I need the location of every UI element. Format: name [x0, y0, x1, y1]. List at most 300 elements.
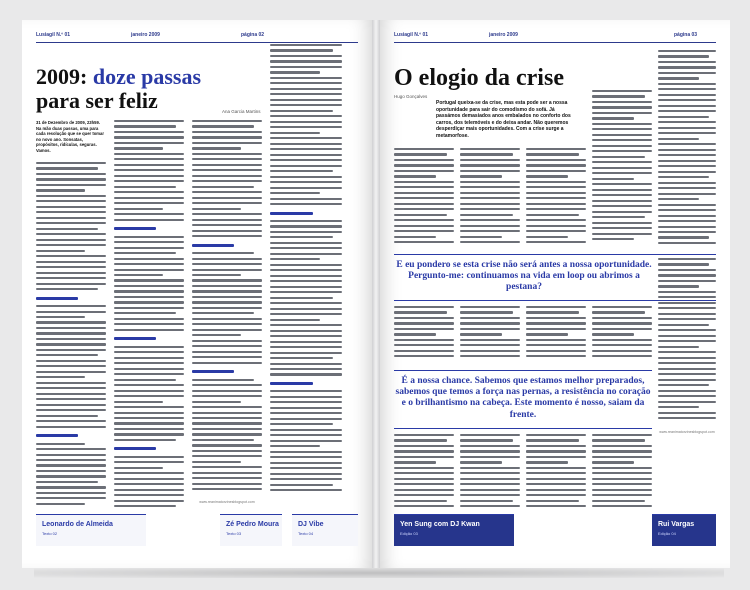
- text-line: [658, 83, 716, 85]
- text-line: [526, 344, 586, 346]
- text-line: [658, 226, 716, 228]
- text-column-3: [192, 120, 262, 495]
- text-line: [460, 192, 520, 194]
- text-line: [36, 272, 106, 274]
- text-line: [592, 150, 652, 152]
- text-line: [592, 317, 652, 319]
- text-line: [270, 60, 342, 62]
- section-subhead: [270, 382, 313, 385]
- text-line: [658, 296, 716, 298]
- text-line: [460, 148, 520, 150]
- text-line: [114, 505, 176, 507]
- text-line: [192, 472, 262, 474]
- text-line: [592, 167, 652, 169]
- text-column-2: [114, 120, 184, 508]
- text-line: [270, 154, 342, 156]
- text-line: [592, 445, 652, 447]
- text-line: [394, 494, 454, 496]
- text-line: [658, 258, 716, 260]
- text-line: [192, 466, 262, 468]
- text-line: [192, 235, 262, 237]
- text-line: [192, 125, 254, 127]
- text-line: [114, 236, 184, 238]
- text-line: [592, 478, 652, 480]
- text-line: [658, 176, 709, 178]
- text-line: [592, 123, 652, 125]
- text-line: [114, 279, 184, 281]
- text-line: [114, 191, 184, 193]
- text-line: [592, 306, 652, 308]
- text-line: [658, 110, 716, 112]
- article-lead: 31 de Dezembro de 2009, 23h59. Na mão duas passas, uma para cada resolução que se quer tomar no novo ano. Sonsatas, propósitos, ridículas, seguras. Vamos.: [36, 120, 104, 153]
- text-line: [270, 275, 342, 277]
- text-line: [460, 434, 520, 436]
- text-line: [114, 147, 163, 149]
- text-line: [592, 156, 645, 158]
- text-line: [658, 187, 716, 189]
- footer-author-name: DJ Vibe: [298, 521, 324, 528]
- text-line: [460, 317, 520, 319]
- text-line: [270, 373, 342, 375]
- text-line: [114, 301, 184, 303]
- footer-author-2: [220, 514, 282, 546]
- text-line: [460, 328, 520, 330]
- left-page: [22, 20, 372, 568]
- text-line: [36, 371, 106, 373]
- text-line: [114, 439, 176, 441]
- text-line: [592, 339, 652, 341]
- text-line: [394, 461, 436, 463]
- text-line: [192, 401, 241, 403]
- text-line: [460, 483, 520, 485]
- text-line: [114, 252, 176, 254]
- text-line: [270, 352, 342, 354]
- text-line: [460, 472, 520, 474]
- site-url: www.reanimatorzinesblogspot.com: [199, 500, 255, 504]
- text-line: [270, 88, 342, 90]
- text-line: [270, 236, 333, 238]
- text-line: [270, 319, 320, 321]
- text-line: [192, 274, 241, 276]
- text-line: [36, 239, 106, 241]
- text-line: [460, 456, 520, 458]
- text-line: [36, 167, 98, 169]
- text-line: [114, 456, 184, 458]
- text-line: [192, 390, 262, 392]
- footer-author-sub: Texto 02: [42, 531, 58, 536]
- text-line: [192, 362, 262, 364]
- text-line: [270, 335, 342, 337]
- text-line: [592, 183, 652, 185]
- text-line: [526, 197, 586, 199]
- right-page: [380, 20, 730, 568]
- text-line: [270, 445, 320, 447]
- text-line: [526, 489, 586, 491]
- text-line: [36, 316, 85, 318]
- text-line: [526, 434, 586, 436]
- title-year: 2009:: [36, 64, 88, 89]
- text-line: [592, 145, 652, 147]
- article-title-line1: [36, 66, 201, 88]
- text-line: [394, 306, 454, 308]
- right-page-header: [394, 32, 716, 42]
- text-line: [526, 164, 586, 166]
- text-line: [36, 492, 106, 494]
- text-line: [192, 483, 262, 485]
- text-line: [36, 486, 106, 488]
- header-rule: [36, 42, 358, 43]
- text-line: [394, 186, 454, 188]
- text-line: [36, 173, 106, 175]
- text-line: [460, 350, 520, 352]
- text-line: [460, 208, 520, 210]
- text-line: [114, 169, 184, 171]
- text-line: [394, 456, 454, 458]
- text-column-mid-1: [394, 306, 454, 366]
- text-line: [270, 176, 342, 178]
- text-line: [114, 269, 184, 271]
- text-line: [658, 61, 716, 63]
- text-line: [460, 159, 520, 161]
- text-line: [192, 180, 262, 182]
- text-column-top-3: [526, 148, 586, 248]
- text-line: [394, 175, 436, 177]
- text-line: [394, 328, 454, 330]
- text-line: [36, 255, 106, 257]
- text-column-bottom-4: [592, 434, 652, 514]
- text-line: [592, 101, 652, 103]
- text-line: [394, 355, 454, 357]
- text-line: [36, 244, 106, 246]
- text-line: [394, 344, 454, 346]
- text-line: [192, 477, 262, 479]
- text-line: [114, 390, 184, 392]
- text-line: [526, 322, 586, 324]
- text-line: [36, 404, 106, 406]
- text-line: [658, 193, 716, 195]
- article-title-line2: para ser feliz: [36, 88, 158, 113]
- text-line: [270, 121, 342, 123]
- article-title: O elogio da crise: [394, 65, 564, 91]
- text-line: [192, 461, 241, 463]
- text-line: [36, 327, 106, 329]
- text-line: [658, 242, 716, 244]
- text-line: [658, 263, 709, 265]
- text-line: [658, 362, 716, 364]
- text-line: [270, 181, 342, 183]
- text-line: [658, 209, 716, 211]
- text-line: [270, 242, 342, 244]
- text-line: [460, 241, 520, 243]
- pull-quote-2-rule-top: [394, 370, 652, 371]
- text-line: [36, 178, 106, 180]
- text-line: [592, 200, 652, 202]
- text-line: [460, 450, 520, 452]
- text-line: [394, 225, 454, 227]
- text-line: [192, 379, 254, 381]
- header-date: janeiro 2009: [489, 32, 518, 38]
- text-line: [592, 344, 652, 346]
- text-line: [526, 350, 586, 352]
- text-line: [270, 66, 342, 68]
- footer-author-sub: Texto 03: [226, 531, 242, 536]
- text-line: [36, 464, 106, 466]
- text-line: [36, 266, 106, 268]
- text-line: [114, 461, 184, 463]
- text-line: [592, 322, 652, 324]
- text-line: [114, 401, 163, 403]
- text-line: [36, 288, 98, 290]
- text-line: [460, 197, 520, 199]
- text-line: [658, 215, 716, 217]
- text-line: [114, 296, 184, 298]
- text-line: [592, 450, 652, 452]
- text-line: [114, 285, 184, 287]
- text-line: [114, 164, 184, 166]
- text-line: [394, 219, 454, 221]
- text-line: [460, 467, 520, 469]
- text-line: [658, 373, 716, 375]
- text-line: [114, 125, 176, 127]
- text-line: [592, 483, 652, 485]
- text-line: [192, 142, 262, 144]
- text-line: [658, 351, 716, 353]
- text-line: [270, 231, 342, 233]
- text-line: [394, 439, 447, 441]
- text-line: [192, 219, 262, 221]
- text-line: [270, 247, 342, 249]
- text-line: [658, 138, 699, 140]
- text-line: [36, 360, 106, 362]
- text-line: [114, 158, 184, 160]
- text-line: [192, 120, 262, 122]
- text-line: [592, 134, 652, 136]
- text-line: [114, 247, 184, 249]
- text-line: [460, 489, 520, 491]
- text-line: [270, 462, 342, 464]
- text-line: [270, 148, 342, 150]
- text-line: [36, 184, 106, 186]
- header-issue: Lusiagil N.º 01: [36, 32, 71, 38]
- text-line: [192, 258, 262, 260]
- text-line: [192, 208, 241, 210]
- text-line: [114, 428, 184, 430]
- text-line: [394, 450, 454, 452]
- text-line: [192, 175, 262, 177]
- text-line: [36, 283, 106, 285]
- text-column-top-2: [460, 148, 520, 248]
- text-line: [270, 396, 342, 398]
- footer-author-main: Yen Sung: [400, 521, 432, 528]
- text-line: [592, 233, 652, 235]
- text-line: [114, 329, 184, 331]
- text-line: [36, 217, 106, 219]
- text-line: [526, 461, 568, 463]
- text-line: [592, 161, 652, 163]
- text-line: [460, 339, 520, 341]
- text-line: [394, 241, 454, 243]
- pull-quote-2-rule-bottom: [394, 428, 652, 429]
- text-line: [270, 187, 342, 189]
- footer-author-1: [394, 514, 514, 546]
- text-line: [114, 351, 184, 353]
- text-line: [658, 412, 716, 414]
- text-line: [658, 116, 709, 118]
- text-line: [270, 203, 342, 205]
- text-column-mid-2: [460, 306, 520, 366]
- text-line: [36, 162, 106, 164]
- text-line: [394, 322, 454, 324]
- text-line: [270, 280, 342, 282]
- text-line: [270, 473, 342, 475]
- text-line: [526, 181, 586, 183]
- text-line: [592, 467, 652, 469]
- text-line: [192, 191, 262, 193]
- text-line: [270, 313, 342, 315]
- text-line: [114, 120, 184, 122]
- text-line: [270, 423, 333, 425]
- text-line: [592, 311, 645, 313]
- text-line: [658, 401, 716, 403]
- text-line: [270, 110, 333, 112]
- text-line: [192, 444, 262, 446]
- text-line: [526, 148, 586, 150]
- text-column-mid-4: [592, 306, 652, 366]
- text-line: [192, 263, 262, 265]
- text-line: [192, 202, 262, 204]
- text-line: [592, 106, 652, 108]
- text-line: [526, 505, 586, 507]
- text-column-bottom-2: [460, 434, 520, 514]
- text-line: [114, 467, 163, 469]
- pull-quote-1: E eu pondero se esta crise não será antes a nossa oportunidade. Perguntо-me: continuamos na vida em loop ou abrimos a pestana?: [396, 260, 652, 293]
- text-line: [36, 261, 106, 263]
- text-line: [658, 198, 699, 200]
- text-line: [394, 164, 454, 166]
- text-line: [36, 354, 98, 356]
- text-line: [36, 503, 85, 505]
- text-line: [270, 489, 342, 491]
- article-byline: Hugo Gonçalves: [394, 94, 428, 99]
- text-line: [114, 373, 184, 375]
- text-line: [36, 470, 106, 472]
- text-line: [658, 182, 716, 184]
- text-line: [36, 475, 106, 477]
- text-line: [36, 321, 106, 323]
- text-line: [192, 164, 262, 166]
- text-line: [114, 384, 184, 386]
- text-line: [270, 170, 333, 172]
- text-line: [526, 208, 586, 210]
- text-line: [36, 420, 106, 422]
- text-line: [526, 333, 568, 335]
- text-line: [394, 350, 454, 352]
- text-line: [592, 205, 652, 207]
- text-line: [270, 225, 342, 227]
- text-line: [36, 222, 106, 224]
- text-line: [114, 483, 184, 485]
- text-column-bottom-1: [394, 434, 454, 514]
- text-line: [658, 88, 716, 90]
- text-line: [114, 412, 184, 414]
- text-line: [526, 472, 586, 474]
- text-line: [394, 214, 447, 216]
- text-line: [460, 344, 520, 346]
- text-line: [460, 322, 520, 324]
- text-line: [36, 211, 106, 213]
- text-line: [460, 214, 513, 216]
- text-line: [592, 117, 634, 119]
- text-line: [592, 222, 652, 224]
- text-line: [394, 445, 454, 447]
- text-line: [526, 317, 586, 319]
- text-line: [114, 153, 184, 155]
- text-line: [270, 456, 342, 458]
- text-line: [460, 186, 520, 188]
- text-line: [192, 307, 262, 309]
- text-line: [192, 412, 262, 414]
- text-line: [658, 105, 716, 107]
- text-line: [192, 285, 262, 287]
- text-line: [658, 379, 716, 381]
- footer-author-name: Zé Pedro Moura: [226, 521, 279, 528]
- text-line: [658, 417, 716, 419]
- footer-author-name: Rui Vargas: [658, 521, 695, 528]
- text-line: [658, 160, 716, 162]
- section-subhead: [114, 337, 156, 340]
- text-line: [592, 434, 652, 436]
- text-line: [658, 94, 716, 96]
- text-line: [114, 180, 184, 182]
- text-line: [592, 333, 634, 335]
- text-line: [114, 422, 184, 424]
- text-line: [270, 390, 342, 392]
- text-line: [526, 450, 586, 452]
- text-line: [270, 434, 342, 436]
- text-line: [192, 197, 262, 199]
- text-line: [658, 154, 716, 156]
- text-line: [658, 55, 709, 57]
- text-line: [114, 494, 184, 496]
- footer-author-1: [36, 514, 146, 546]
- text-line: [36, 365, 106, 367]
- spread-shadow: [34, 568, 724, 578]
- text-line: [270, 451, 342, 453]
- text-line: [658, 340, 716, 342]
- footer-author-name: Leonardo de Almeida: [42, 521, 113, 528]
- text-line: [394, 148, 454, 150]
- header-date: janeiro 2009: [131, 32, 160, 38]
- text-line: [192, 406, 262, 408]
- site-url: www.reanimatorzinesblogspot.com: [659, 430, 715, 434]
- text-line: [270, 467, 342, 469]
- text-line: [192, 153, 262, 155]
- text-line: [592, 494, 652, 496]
- text-line: [114, 379, 176, 381]
- text-line: [592, 439, 645, 441]
- text-line: [394, 483, 454, 485]
- text-line: [658, 204, 716, 206]
- text-line: [526, 311, 579, 313]
- text-line: [192, 329, 262, 331]
- text-line: [192, 213, 262, 215]
- text-line: [460, 333, 502, 335]
- text-line: [526, 186, 586, 188]
- text-line: [114, 307, 184, 309]
- text-line: [36, 382, 106, 384]
- text-line: [270, 357, 333, 359]
- text-line: [460, 478, 520, 480]
